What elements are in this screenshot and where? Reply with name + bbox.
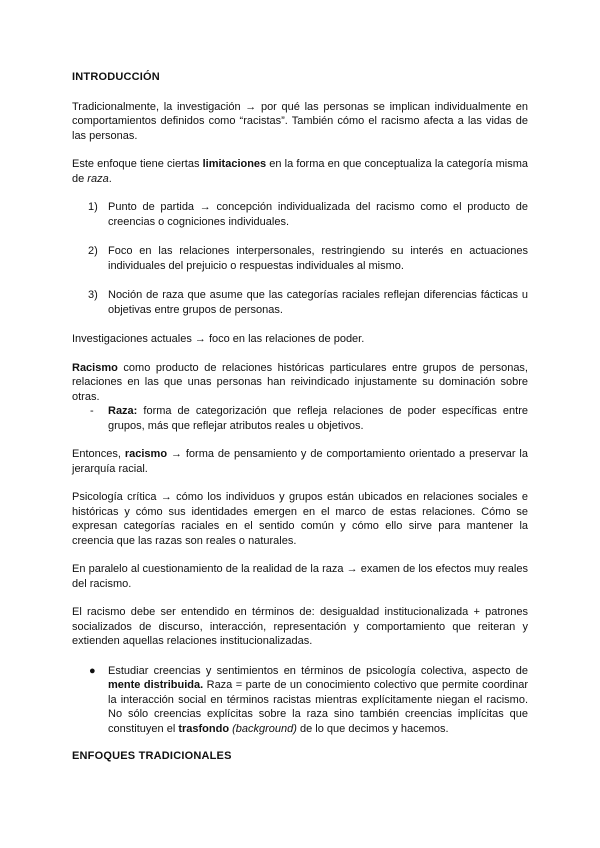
raza-italic: raza <box>87 172 109 185</box>
background-italic: (background) <box>232 722 297 735</box>
raza-bold: Raza: <box>108 405 138 417</box>
paragraph-critical-psychology: Psicología crítica → cómo los individuos y grupos están ubicados en relaciones sociales e históricas y cómo sus identidades emergen en el marco de estas relaciones. Cómo se expresan categorías raciales en el sentido común y cómo ello sirve para mantener la creencia que las razas son reales o naturales. <box>72 491 528 547</box>
list-item <box>72 288 528 317</box>
dash-marker: - <box>90 405 94 417</box>
text: de lo que decimos y hacemos. <box>296 722 449 735</box>
bullet-marker: ● <box>89 664 96 677</box>
mente-distribuida-bold: mente distribuida. <box>108 679 204 691</box>
racismo-bold-2: racismo <box>124 448 168 460</box>
intro-heading: INTRODUCCIÓN <box>72 71 160 83</box>
racismo-bold: Racismo <box>72 361 118 374</box>
paragraph-parallel: En paralelo al cuestionamiento de la realidad de la raza → examen de los efectos muy reales del racismo. <box>72 563 528 590</box>
list-text: Foco en las relaciones interpersonales, restringiendo su interés en actuaciones individuales del prejuicio o respuestas individuales al mismo. <box>108 245 528 272</box>
dash-list-item <box>72 404 528 433</box>
paragraph-entonces <box>72 447 528 476</box>
list-text: Noción de raza que asume que las categorías raciales reflejan diferencias fácticas u objetivas entre grupos de personas. <box>108 289 528 316</box>
text: en la forma en que conceptualiza la categoría misma de <box>72 158 529 185</box>
paragraph-institutional: El racismo debe ser entendido en términos de: desigualdad institucionalizada + patrones socializados de discurso, interacción, representación y comportamiento que reiteran y extienden aquellas relaciones institucionalizadas. <box>72 606 528 647</box>
trasfondo-bold: trasfondo <box>178 722 230 735</box>
text: Raza = parte de un conocimiento colectivo que permite coordinar la interacción social en términos racistas mientras explícitamente niegan el racismo. No sólo creencias explícitas sobre la raza sino también creencias implícitas que constituyen el <box>108 679 528 735</box>
paragraph-limitations <box>72 157 528 186</box>
paragraph-current-research: Investigaciones actuales → foco en las relaciones de poder. <box>72 333 365 345</box>
list-number: 3) <box>88 289 98 301</box>
list-item <box>72 200 528 229</box>
numbered-list <box>72 200 528 317</box>
list-number: 2) <box>88 245 98 257</box>
text: como producto de relaciones históricas particulares entre grupos de personas, relaciones en las que unas personas han reivindicado injustamente su dominación sobre otras. <box>72 361 528 403</box>
list-text: Punto de partida → concepción individualizada del racismo como el producto de creencias o cogniciones individuales. <box>108 201 528 228</box>
text: forma de categorización que refleja relaciones de poder específicas entre grupos, más que reflejar atributos reales u objetivos. <box>108 405 528 432</box>
paragraph-traditional-research: Tradicionalmente, la investigación → por qué las personas se implican individualmente en comportamientos definidos como “racistas”. También cómo el racismo afecta a las vidas de las personas. <box>72 100 528 142</box>
text: Estudiar creencias y sentimientos en términos de psicología colectiva, aspecto de <box>108 664 528 677</box>
enfoques-heading: ENFOQUES TRADICIONALES <box>72 750 232 762</box>
text: → forma de pensamiento y de comportamiento orientado a preservar la jerarquía racial. <box>72 448 528 475</box>
text: Este enfoque tiene ciertas <box>72 158 203 170</box>
paragraph-racism-definition <box>72 361 528 405</box>
bullet-list-item <box>72 664 528 737</box>
list-number: 1) <box>88 201 98 213</box>
text: Entonces, <box>72 448 125 460</box>
limitations-bold: limitaciones <box>202 158 267 170</box>
text: . <box>108 172 112 185</box>
list-item <box>72 244 528 273</box>
